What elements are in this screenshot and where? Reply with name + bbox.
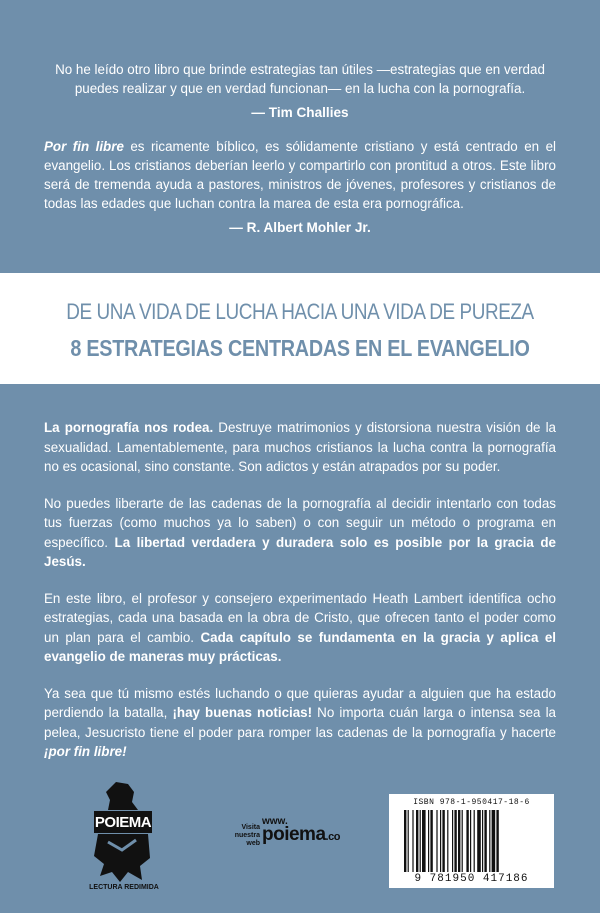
barcode-bar bbox=[462, 810, 463, 872]
barcode-bar bbox=[489, 810, 490, 872]
website-url bbox=[262, 824, 340, 846]
logo-subtitle: LECTURA REDIMIDA bbox=[89, 884, 159, 891]
barcode-bar bbox=[408, 810, 409, 872]
description-p4 bbox=[44, 684, 556, 762]
barcode-bar bbox=[470, 810, 471, 872]
barcode-bar bbox=[447, 810, 448, 872]
website-label: Visita nuestra web bbox=[234, 824, 260, 847]
description-p3 bbox=[44, 589, 556, 667]
barcode-bar bbox=[428, 810, 429, 872]
barcode-bar bbox=[416, 810, 418, 872]
description-p3-bold: Cada capítulo se fundamenta en la gracia y aplica el evangelio de maneras muy prácticas. bbox=[44, 629, 556, 664]
barcode-bar bbox=[420, 810, 421, 872]
description bbox=[44, 418, 556, 779]
website-www: www. bbox=[262, 816, 288, 827]
quote-mohler-text: es ricamente bíblico, es sólidamente cristiano y está centrado en el evangelio. Los cristianos deberían leerlo y compartirlo con prontitud a otros. Este libro será de tremenda ayuda a pastores, ministros de jóvenes, profesores y cristianos de todas las edades que luchan contra la marea de esta era pornográfica. bbox=[44, 139, 556, 211]
description-p4-text2: No importa cuán larga o intensa sea la pelea, Jesucristo tiene el poder para romper las cadenas de la pornografía y hacerte bbox=[44, 705, 557, 740]
barcode-bars bbox=[404, 810, 539, 872]
quote-mohler-author: — R. Albert Mohler Jr. bbox=[229, 220, 371, 235]
description-p2-bold: La libertad verdadera y duradera solo es posible por la gracia de Jesús. bbox=[44, 534, 557, 569]
poiema-logo bbox=[88, 780, 158, 900]
tagline-line1: DE UNA VIDA DE LUCHA HACIA UNA VIDA DE PUREZA bbox=[66, 299, 534, 324]
description-p3-text: En este libro, el profesor y consejero experimentado Heath Lambert identifica ocho estrategias, cada una basada en la obra de Cristo, que ofrecen tanto el poder como un plan para el cambio. bbox=[44, 590, 556, 645]
barcode-bar bbox=[482, 810, 483, 872]
website[interactable] bbox=[222, 814, 352, 854]
description-p1 bbox=[44, 418, 556, 477]
quote-mohler-title: Por fin libre bbox=[44, 139, 124, 154]
barcode-bar bbox=[496, 810, 498, 872]
barcode-bar bbox=[484, 810, 486, 872]
barcode-bar bbox=[458, 810, 460, 872]
description-p2 bbox=[44, 494, 556, 572]
barcode-bar bbox=[454, 810, 456, 872]
barcode-bar bbox=[422, 810, 426, 872]
logo-wordmark: POIEMA bbox=[94, 814, 152, 831]
endorsements bbox=[44, 60, 556, 237]
description-p4-text1: Ya sea que tú mismo estés luchando o que quieras ayudar a alguien que ha estado perdiendo la batalla, bbox=[44, 685, 556, 720]
barcode-bar bbox=[442, 810, 444, 872]
description-p4-end: ¡por fin libre! bbox=[44, 744, 127, 759]
barcode bbox=[389, 794, 554, 888]
barcode-bar bbox=[412, 810, 413, 872]
tagline-line2: 8 ESTRATEGIAS CENTRADAS EN EL EVANGELIO bbox=[70, 335, 530, 361]
tagline-band bbox=[0, 273, 600, 384]
barcode-bar bbox=[477, 810, 481, 872]
barcode-bar bbox=[436, 810, 437, 872]
barcode-bar bbox=[452, 810, 453, 872]
description-p2-text: No puedes liberarte de las cadenas de la pornografía al decidir intentarlo con todas tus fuerzas (como muchos ya lo saben) o con seguir un método o programa en específico. bbox=[44, 495, 556, 550]
barcode-bar bbox=[430, 810, 432, 872]
quote-mohler bbox=[44, 137, 556, 213]
barcode-bar bbox=[492, 810, 496, 872]
quote-challies-author: — Tim Challies bbox=[251, 105, 349, 120]
barcode-bar bbox=[474, 810, 475, 872]
description-p4-bold: ¡hay buenas noticias! bbox=[172, 705, 313, 720]
isbn: ISBN 978-1-950417-18-6 bbox=[413, 798, 530, 807]
barcode-bar bbox=[466, 810, 468, 872]
description-p1-bold: La pornografía nos rodea. bbox=[44, 420, 214, 435]
poiema-logo-icon bbox=[88, 780, 158, 884]
description-p1-rest: Destruye matrimonios y distorsiona nuestra visión de la sexualidad. Lamentablemente, para muchos cristianos la lucha contra la pornografía no es ocasional, sino constante. Son adictos y están atrapados por su poder. bbox=[44, 420, 556, 474]
quote-challies: No he leído otro libro que brinde estrategias tan útiles —estrategias que en verdad puedes realizar y que en verdad funcionan— en la lucha con la pornografía. bbox=[55, 62, 545, 96]
barcode-number: 9 781950 417186 bbox=[414, 873, 529, 885]
website-domain: poiema bbox=[262, 824, 326, 845]
barcode-bar bbox=[440, 810, 441, 872]
website-tld: .co bbox=[325, 831, 340, 843]
barcode-bar bbox=[404, 810, 406, 872]
